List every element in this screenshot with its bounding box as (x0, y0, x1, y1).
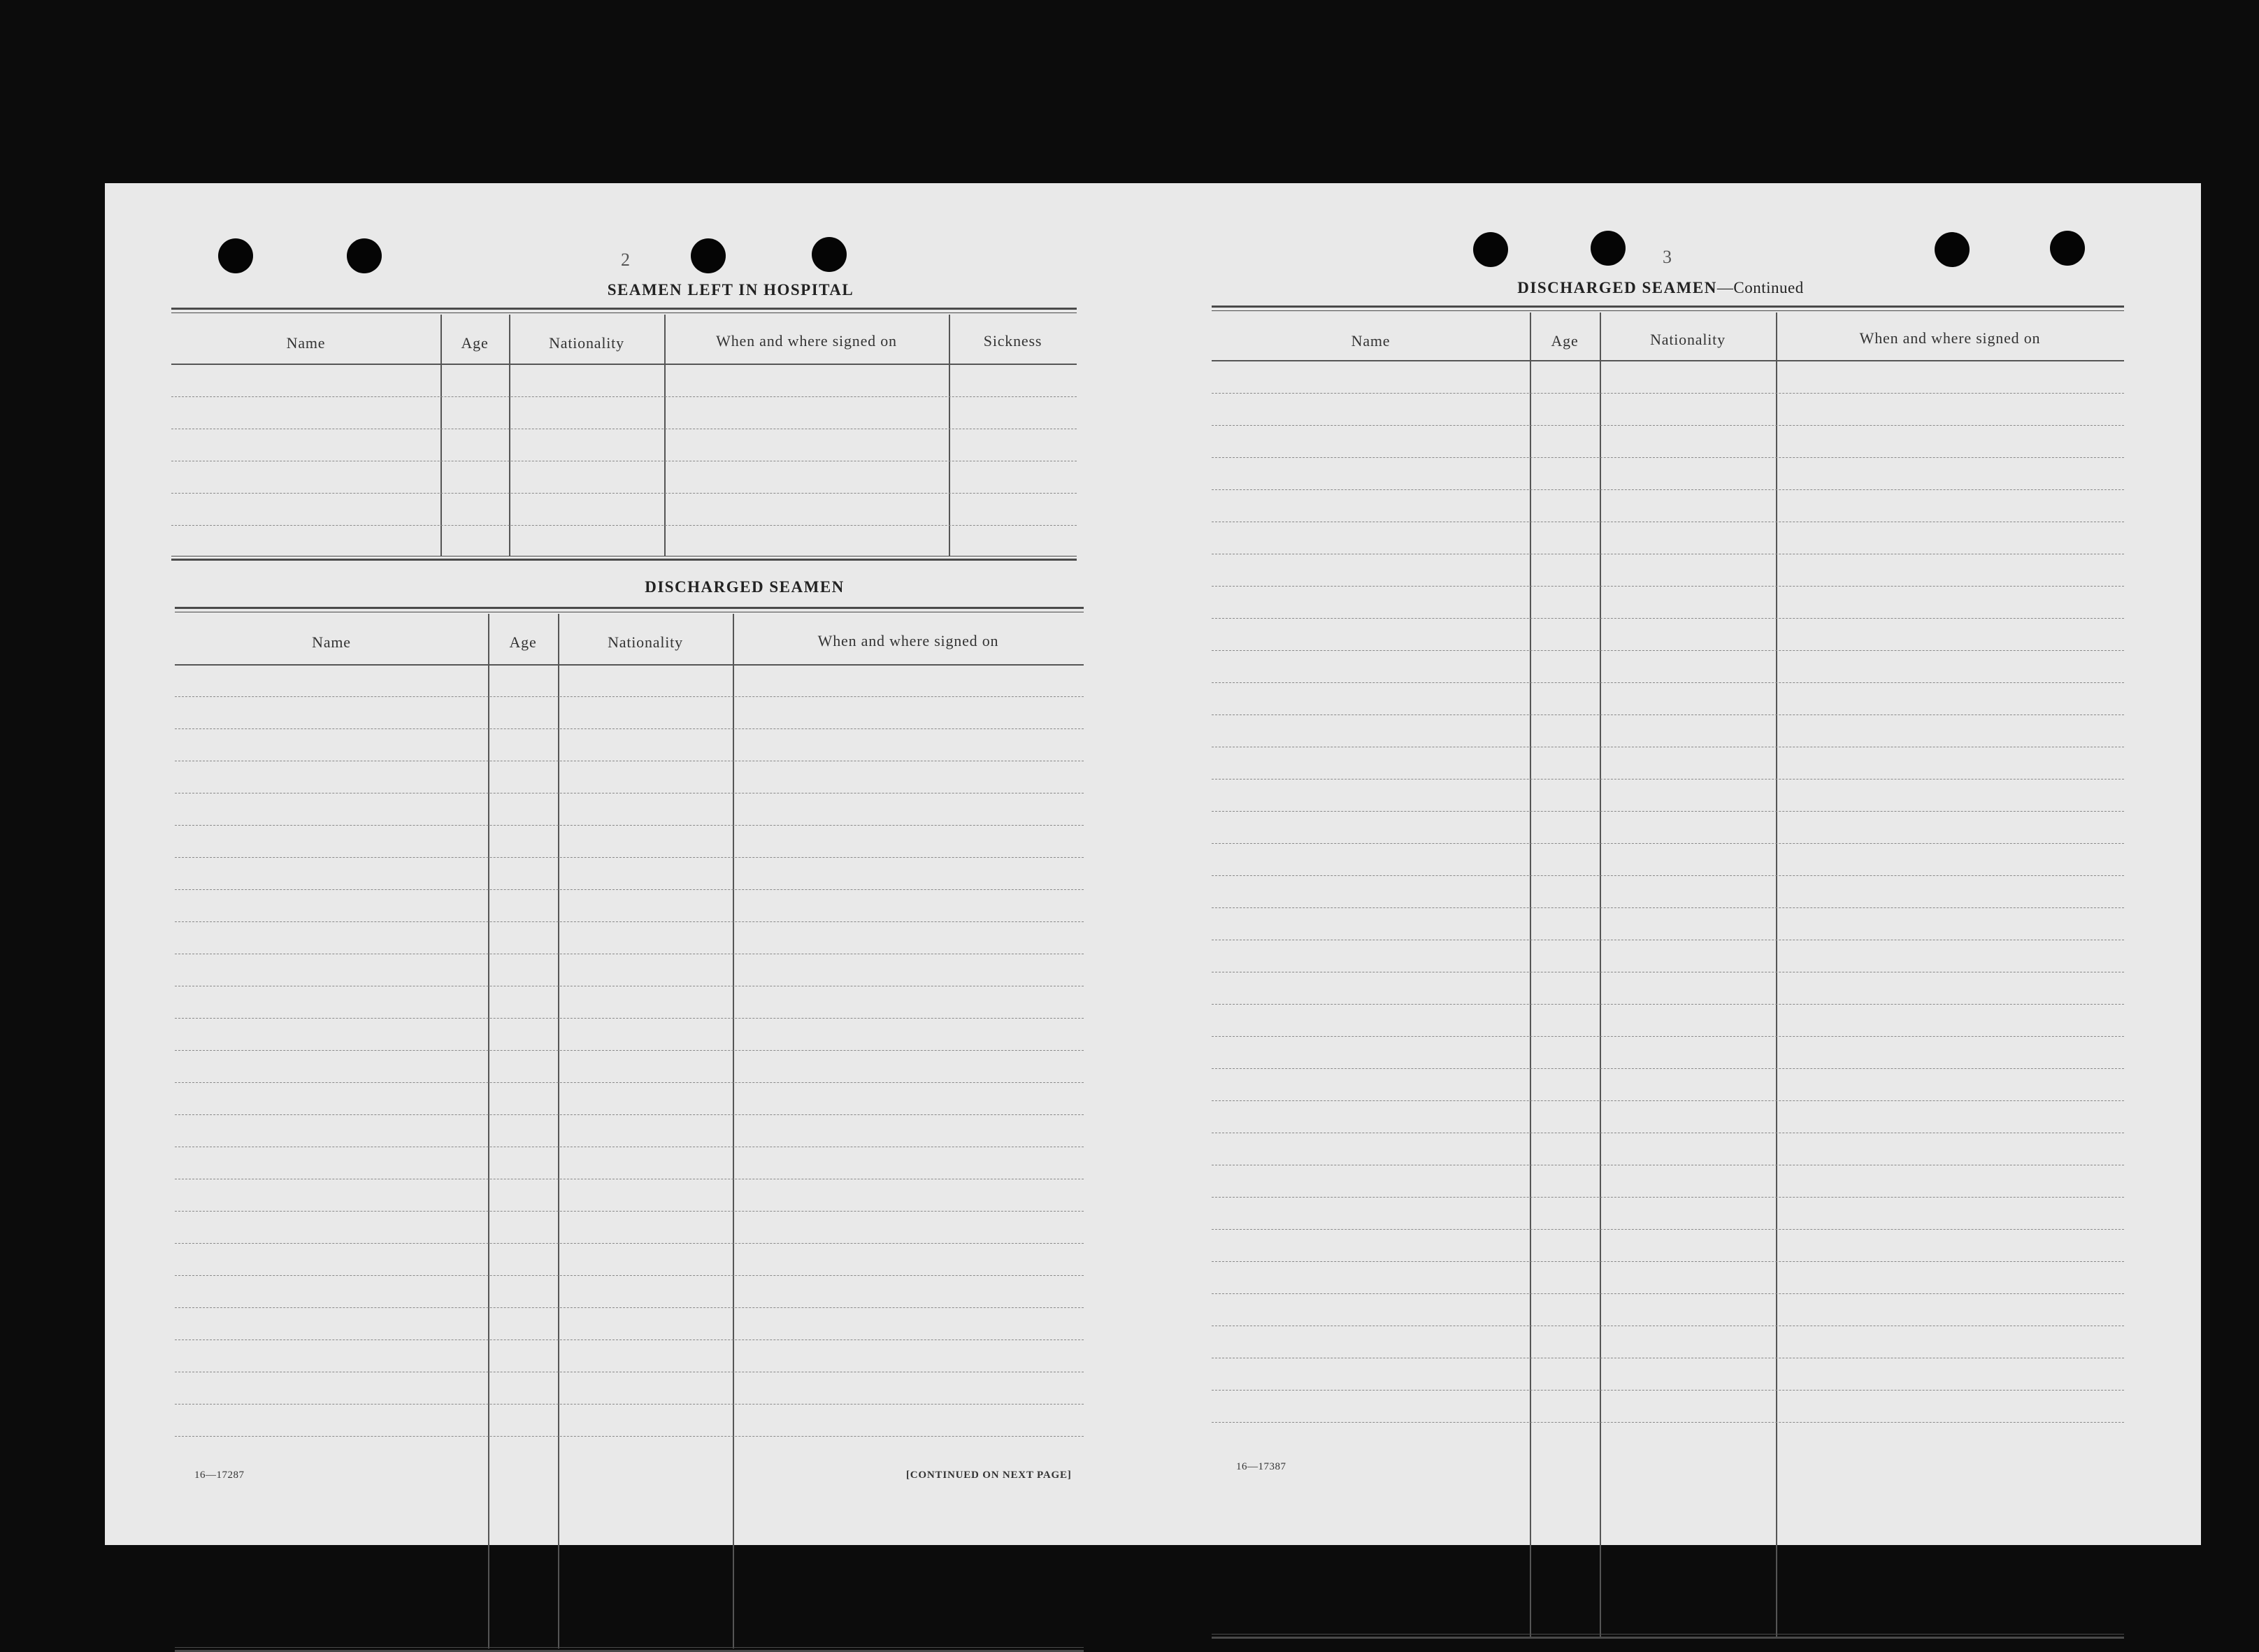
col-head-signed-on: When and where signed on (1859, 329, 2041, 347)
row-separator (1212, 811, 2124, 812)
row-separator (175, 728, 1084, 729)
row-separator (175, 921, 1084, 922)
row-separator (1212, 1100, 2124, 1101)
column-divider (440, 315, 442, 556)
row-separator (175, 857, 1084, 858)
row-separator (175, 825, 1084, 826)
row-separator (175, 889, 1084, 890)
col-head-nationality: Nationality (1650, 331, 1726, 348)
table-bottom-rule (171, 556, 1077, 561)
col-head-nationality: Nationality (549, 334, 624, 352)
row-separator (1212, 1229, 2124, 1230)
row-separator (1212, 1261, 2124, 1262)
punch-hole (812, 237, 847, 272)
row-separator (171, 493, 1077, 494)
row-separator (1212, 714, 2124, 715)
row-separator (175, 1307, 1084, 1308)
punch-hole (1473, 232, 1508, 267)
punch-hole (1935, 232, 1970, 267)
punch-hole (347, 238, 382, 273)
row-separator (1212, 1036, 2124, 1037)
column-divider (1530, 313, 1531, 1637)
continued-note: [CONTINUED ON NEXT PAGE] (906, 1470, 1072, 1481)
table-bottom-rule (1212, 1634, 2124, 1639)
row-separator (171, 396, 1077, 397)
row-separator (1212, 393, 2124, 394)
row-separator (175, 1114, 1084, 1115)
col-head-age: Age (461, 334, 489, 352)
title-main: DISCHARGED SEAMEN (1517, 279, 1717, 296)
punch-hole (2050, 231, 2085, 266)
header-underline (175, 664, 1084, 666)
column-divider (558, 614, 559, 1649)
row-separator (1212, 1293, 2124, 1294)
row-separator (1212, 1197, 2124, 1198)
row-separator (175, 1050, 1084, 1051)
paper-sheet (105, 183, 2201, 1545)
col-head-signed-on: When and where signed on (817, 632, 999, 649)
punch-hole (218, 238, 253, 273)
col-head-age: Age (509, 633, 537, 651)
col-head-nationality: Nationality (608, 633, 683, 651)
discharged-table (175, 607, 1084, 1652)
col-head-sickness: Sickness (983, 332, 1042, 350)
form-code: 16—17287 (194, 1470, 245, 1481)
col-head-name: Name (312, 633, 351, 651)
hospital-section-title: SEAMEN LEFT IN HOSPITAL (607, 281, 854, 299)
row-separator (175, 1404, 1084, 1405)
row-separator (175, 1339, 1084, 1340)
right-page (1154, 183, 2201, 1545)
row-separator (171, 525, 1077, 526)
page-number: 2 (621, 250, 630, 270)
row-separator (1212, 682, 2124, 683)
row-separator (175, 696, 1084, 697)
row-separator (175, 1436, 1084, 1437)
table-top-rule (1212, 306, 2124, 311)
row-separator (1212, 1390, 2124, 1391)
row-separator (1212, 875, 2124, 876)
row-separator (1212, 1004, 2124, 1005)
column-divider (1600, 313, 1601, 1637)
row-separator (1212, 1068, 2124, 1069)
discharged-continued-title (1363, 279, 1958, 297)
row-separator (175, 1211, 1084, 1212)
punch-hole (691, 238, 726, 273)
row-separator (1212, 618, 2124, 619)
row-separator (1212, 779, 2124, 780)
table-top-rule (175, 607, 1084, 612)
row-separator (1212, 907, 2124, 908)
discharged-continued-table (1212, 306, 2124, 1641)
page-number: 3 (1663, 247, 1672, 267)
column-divider (509, 315, 510, 556)
title-suffix: —Continued (1716, 279, 1804, 296)
column-divider (733, 614, 734, 1649)
table-top-rule (171, 308, 1077, 313)
row-separator (1212, 843, 2124, 844)
row-separator (1212, 457, 2124, 458)
row-separator (175, 1275, 1084, 1276)
column-divider (488, 614, 489, 1649)
discharged-section-title: DISCHARGED SEAMEN (645, 578, 845, 596)
col-head-name: Name (286, 334, 326, 352)
col-head-age: Age (1551, 332, 1579, 350)
table-bottom-rule (175, 1647, 1084, 1652)
row-separator (1212, 1422, 2124, 1423)
row-separator (1212, 425, 2124, 426)
row-separator (175, 1082, 1084, 1083)
row-separator (1212, 650, 2124, 651)
column-divider (664, 315, 666, 556)
row-separator (1212, 586, 2124, 587)
form-code: 16—17387 (1236, 1461, 1286, 1472)
header-underline (171, 364, 1077, 365)
hospital-table (171, 308, 1077, 559)
row-separator (1212, 489, 2124, 490)
column-divider (949, 315, 950, 556)
row-separator (175, 1243, 1084, 1244)
col-head-signed-on: When and where signed on (716, 332, 897, 350)
column-divider (1776, 313, 1777, 1637)
punch-hole (1591, 231, 1626, 266)
left-page (105, 183, 1154, 1545)
col-head-name: Name (1351, 332, 1391, 350)
header-underline (1212, 360, 2124, 361)
row-separator (175, 1018, 1084, 1019)
